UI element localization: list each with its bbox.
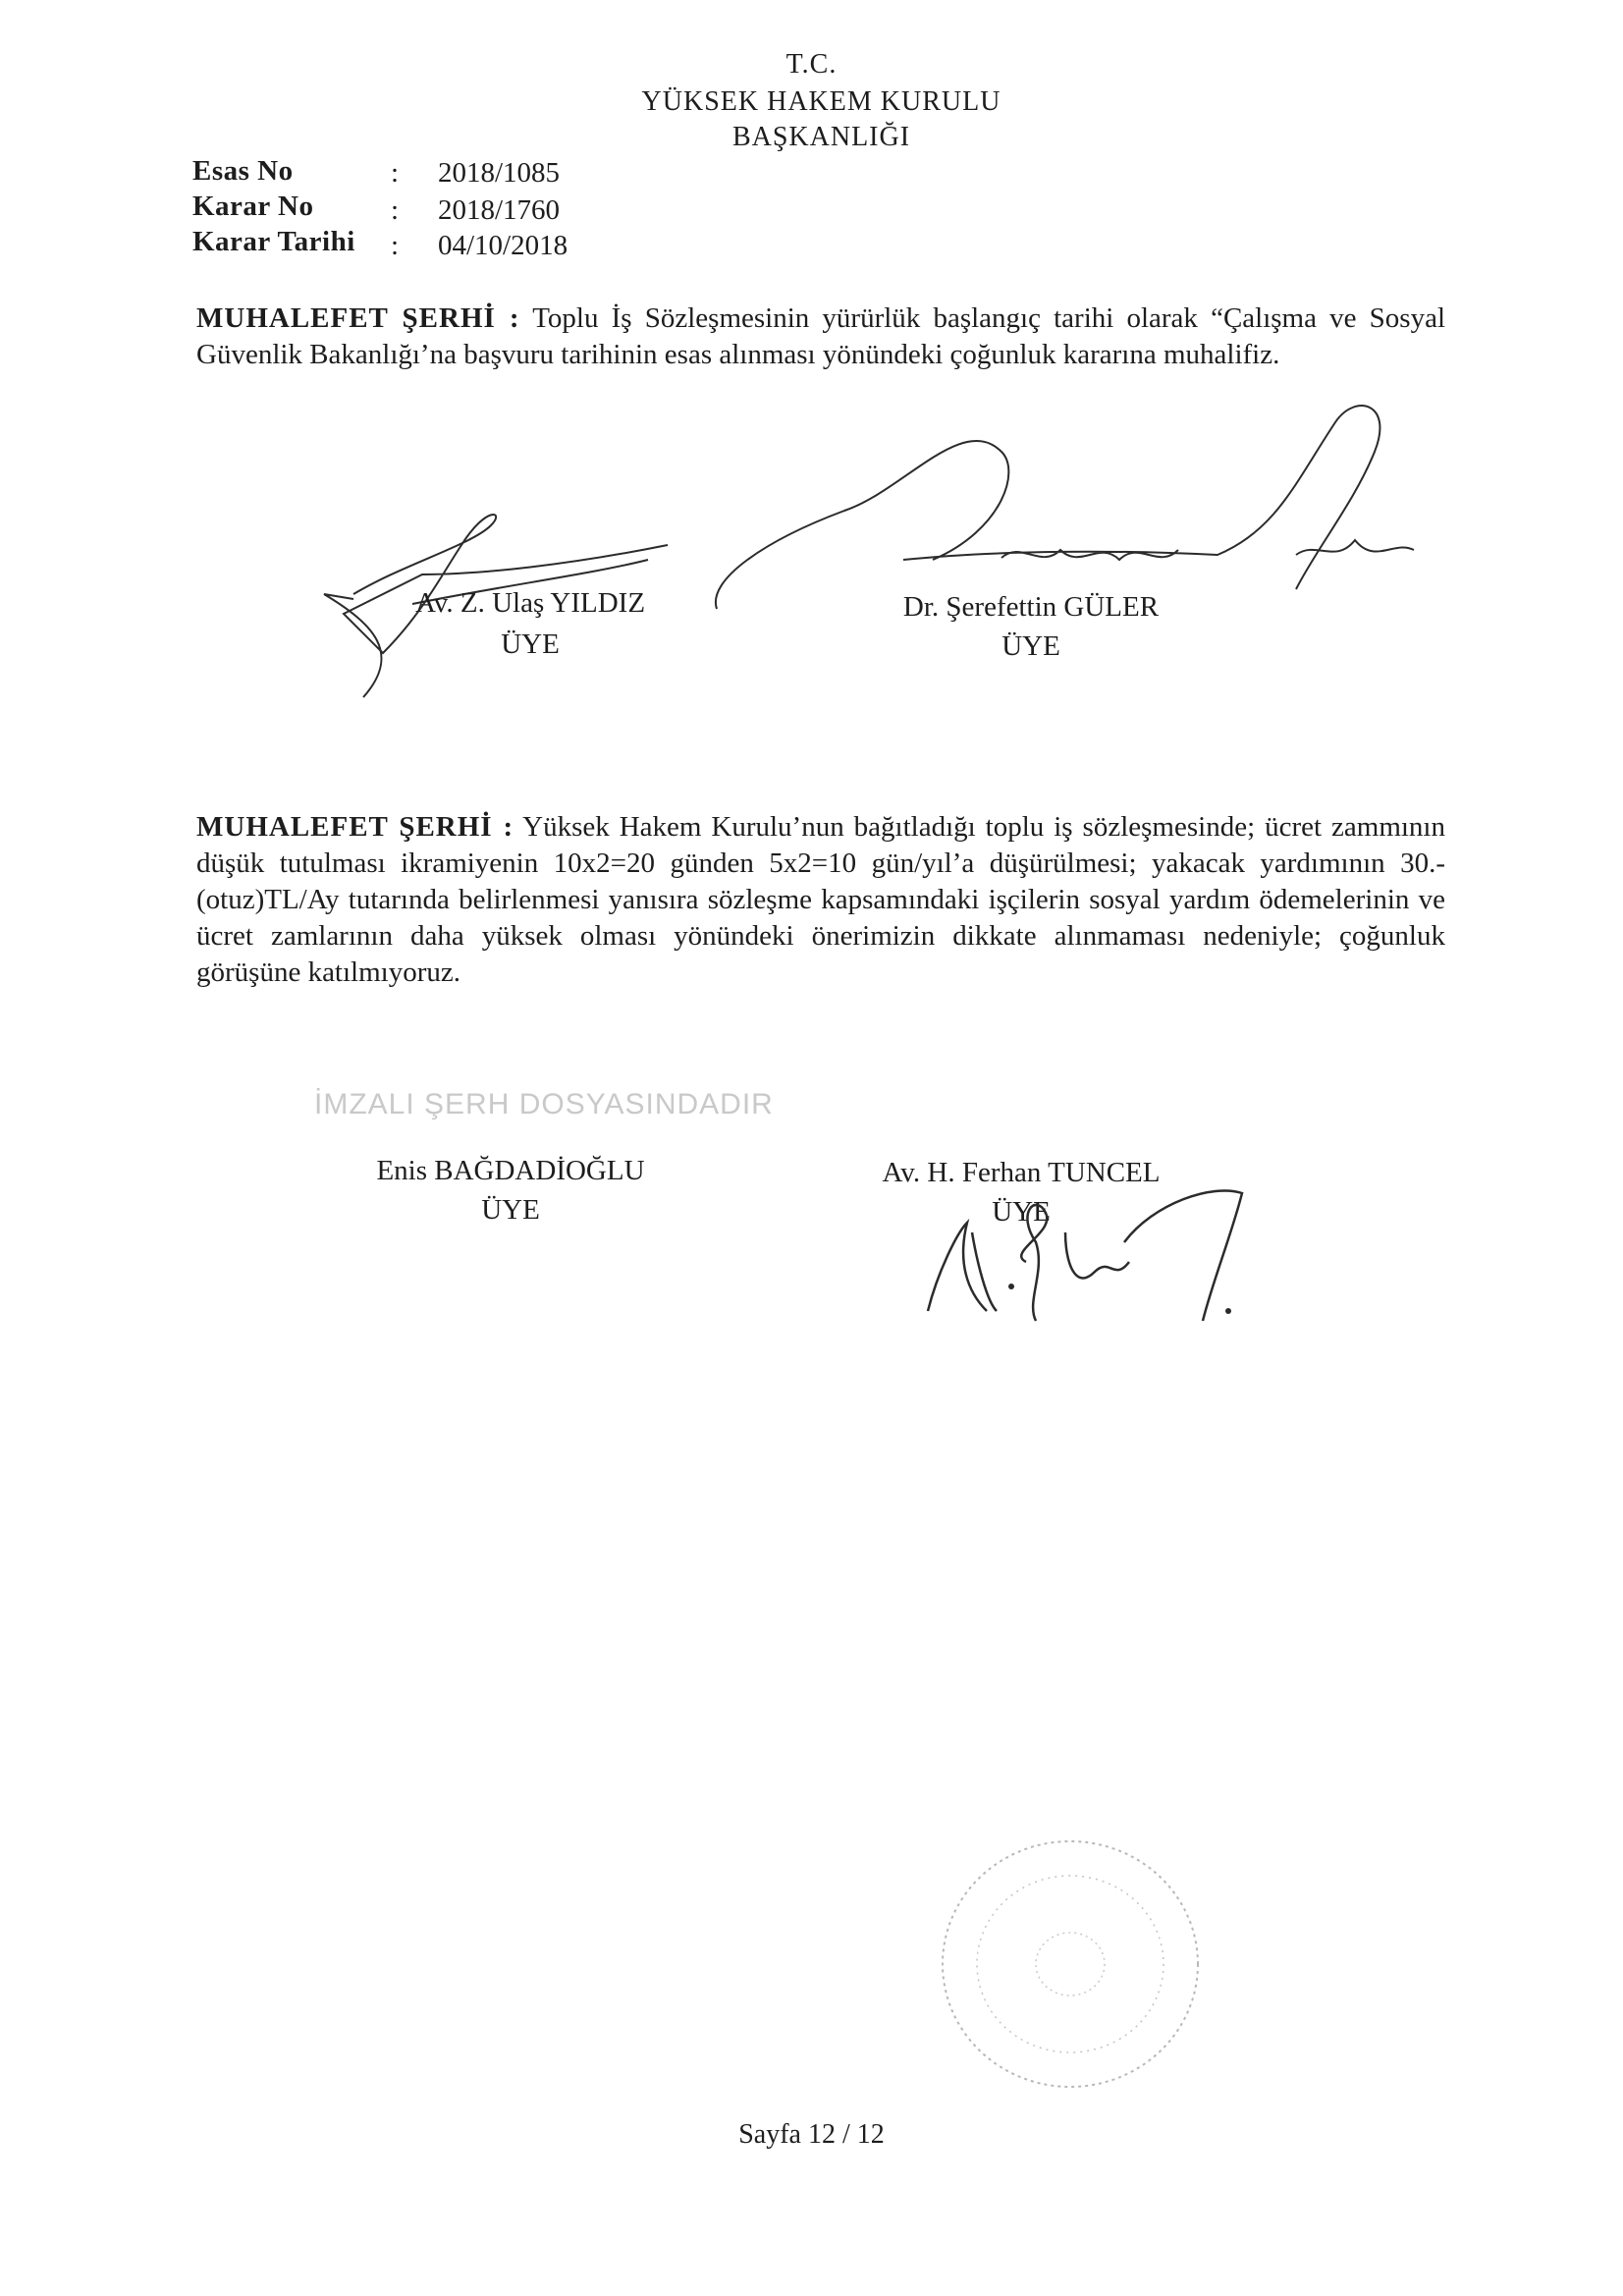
dissent-2-signer-1-name: Enis BAĞDADİOĞLU: [376, 1155, 645, 1186]
dissent-2-text: Yüksek Hakem Kurulu’nun bağıtladığı toplu iş sözleşmesinde; ücret zammının düşük tutulması ikramiyenin 10x2=20 günden 5x2=10 gün/yıl’a düşürülmesi; yakacak yardımının 30.-(otuz)TL/Ay tutarında belirlenmesi yanısıra sözleşme kapsamındaki işçilerin sosyal yardım ödemelerinin ve ücret zamlarının daha yüksek olması yönündeki önerimizin dikkate alınmaması nedeniyle; çoğunluk görüşüne katılmıyoruz.: [196, 811, 1445, 988]
dissent-1-signer-1-name: Av. Z. Ulaş YILDIZ: [414, 587, 646, 619]
header-tc: T.C.: [785, 49, 838, 80]
esas-colon: :: [391, 157, 400, 189]
dissent-2-paragraph: [196, 809, 1445, 991]
tarih-colon: :: [391, 230, 400, 261]
page-number: Sayfa 12 / 12: [738, 2119, 885, 2150]
dissent-1-signer-1-role: ÜYE: [501, 629, 560, 660]
signed-dissent-stamp: İMZALI ŞERH DOSYASINDADIR: [314, 1088, 774, 1121]
signature-tuncel: [918, 1174, 1252, 1340]
header-presidency: BAŞKANLIĞI: [731, 122, 911, 152]
esas-value: 2018/1085: [438, 157, 561, 189]
header-institution: YÜKSEK HAKEM KURULU: [641, 86, 1001, 117]
dissent-1-paragraph: [196, 301, 1445, 373]
tarih-value: 04/10/2018: [438, 230, 568, 261]
dissent-2-signer-1-role: ÜYE: [481, 1194, 540, 1226]
dissent-2-signer-2-role: ÜYE: [992, 1196, 1051, 1228]
official-seal: [923, 1827, 1227, 2111]
tarih-label: Karar Tarihi: [192, 226, 355, 257]
esas-label: Esas No: [192, 155, 294, 187]
dissent-1-signer-2-name: Dr. Şerefettin GÜLER: [902, 591, 1160, 623]
dissent-2-heading: MUHALEFET ŞERHİ :: [196, 811, 514, 843]
dissent-1-signer-2-role: ÜYE: [1001, 630, 1060, 662]
dissent-2-signer-2-name: Av. H. Ferhan TUNCEL: [882, 1157, 1161, 1188]
karar-value: 2018/1760: [438, 194, 561, 226]
karar-colon: :: [391, 194, 400, 226]
karar-label: Karar No: [192, 191, 314, 222]
dissent-1-heading: MUHALEFET ŞERHİ :: [196, 302, 520, 334]
dissent-1-text: Toplu İş Sözleşmesinin yürürlük başlangıç tarihi olarak “Çalışma ve Sosyal Güvenlik Bakanlığı’na başvuru tarihinin esas alınması yönündeki çoğunluk kararına muhalifiz.: [196, 302, 1445, 370]
